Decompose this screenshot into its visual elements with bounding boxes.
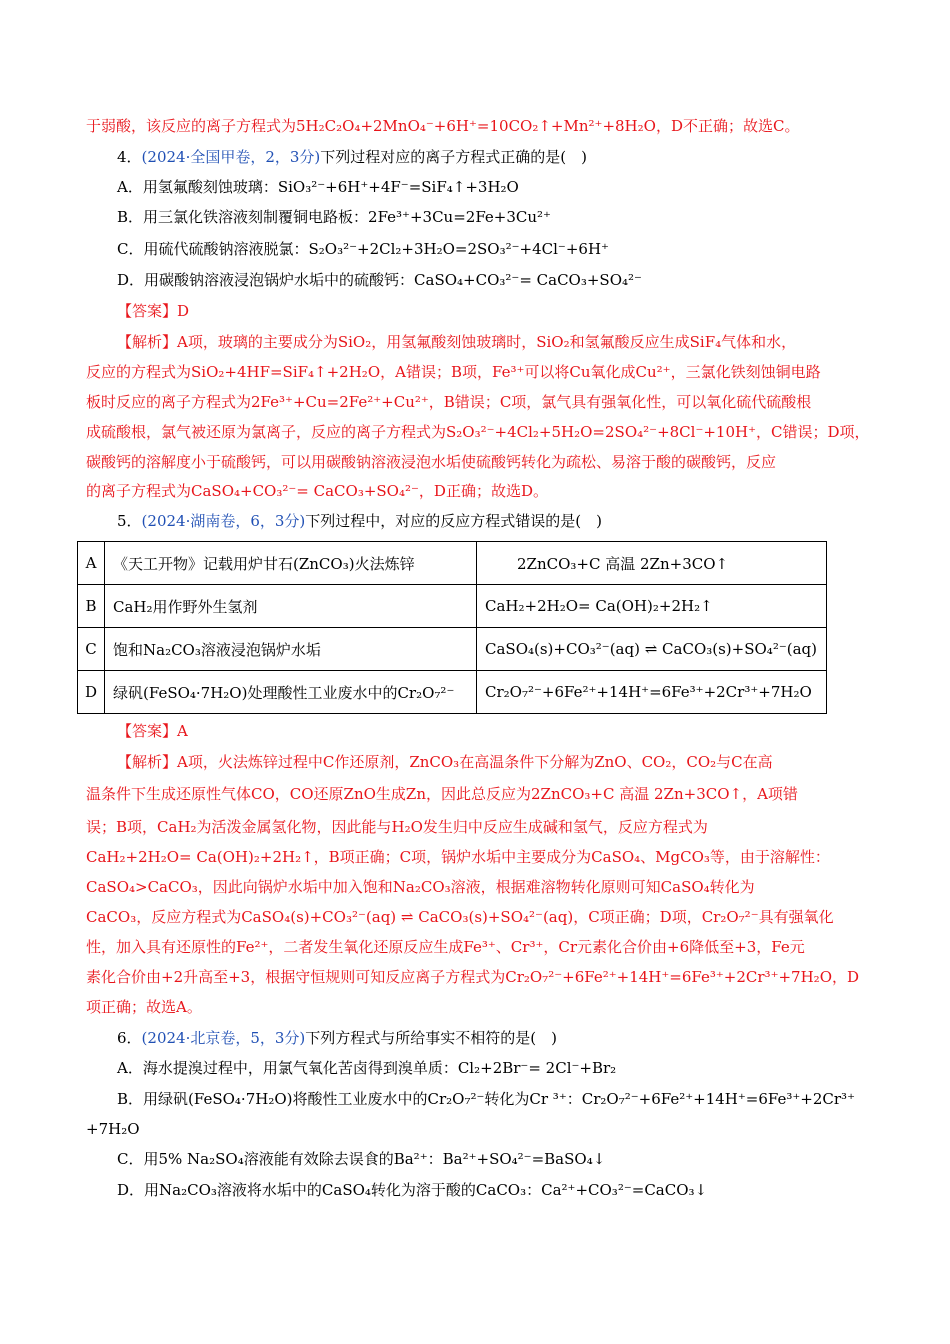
q4-answer: [117, 301, 189, 321]
question-5-stem: [117, 511, 602, 531]
q6-option-c: C．用5% Na₂SO₄溶液能有效除去误食的Ba²⁺：Ba²⁺+SO₄²⁻=BaSO₄↓: [117, 1150, 606, 1168]
q5-analysis-line: CaH₂+2H₂O= Ca(OH)₂+2H₂↑，B项正确；C项，锅炉水垢中主要成分为CaSO₄、MgCO₃等，由于溶解性：: [86, 848, 830, 866]
row-process: 绿矾(FeSO₄·7H₂O)处理酸性工业废水中的Cr₂O₇²⁻: [105, 671, 477, 714]
answer-label: 【答案】: [117, 302, 178, 320]
question-source: (2024·北京卷，5，3分): [141, 1029, 306, 1047]
row-equation: Cr₂O₇²⁻+6Fe²⁺+14H⁺=6Fe³⁺+2Cr³⁺+7H₂O: [477, 671, 827, 714]
q5-analysis-line: 性，加入具有还原性的Fe²⁺，二者发生氧化还原反应生成Fe³⁺、Cr³⁺，Cr元素化合价由+6降低至+3，Fe元: [86, 938, 805, 956]
question-4-stem: [117, 147, 587, 167]
question-source: (2024·湖南卷，6，3分): [141, 512, 306, 530]
analysis-text: A项，火法炼锌过程中C作还原剂，ZnCO₃在高温条件下分解为ZnO、CO₂，CO₂与C在高: [177, 753, 773, 771]
q4-option-a: A．用氢氟酸刻蚀玻璃：SiO₃²⁻+6H⁺+4F⁻=SiF₄↑+3H₂O: [117, 178, 519, 196]
row-process: 饱和Na₂CO₃溶液浸泡锅炉水垢: [105, 628, 477, 671]
answer-value: A: [177, 722, 188, 740]
question-number: 5．: [117, 512, 142, 530]
q4-analysis-line: 反应的方程式为SiO₂+4HF=SiF₄↑+2H₂O，A错误；B项，Fe³⁺可以将Cu氧化成Cu²⁺，三氯化铁刻蚀铜电路: [86, 363, 821, 381]
analysis-label: 【解析】: [117, 333, 178, 351]
previous-analysis-tail: 于弱酸，该反应的离子方程式为5H₂C₂O₄+2MnO₄⁻+6H⁺=10CO₂↑+Mn²⁺+8H₂O，D不正确；故选C。: [86, 117, 800, 135]
answer-value: D: [177, 302, 190, 320]
q4-option-d: D．用碳酸钠溶液浸泡锅炉水垢中的硫酸钙：CaSO₄+CO₃²⁻= CaCO₃+SO₄²⁻: [117, 271, 642, 289]
q4-analysis-line: 碳酸钙的溶解度小于硫酸钙，可以用碳酸钠溶液浸泡水垢使硫酸钙转化为疏松、易溶于酸的碳酸钙，反应: [86, 453, 777, 471]
q5-options-table: [77, 541, 827, 714]
q4-option-c: C．用硫代硫酸钠溶液脱氯：S₂O₃²⁻+2Cl₂+3H₂O=2SO₃²⁻+4Cl⁻+6H⁺: [117, 240, 609, 258]
q5-analysis-line: CaSO₄>CaCO₃，因此向锅炉水垢中加入饱和Na₂CO₃溶液，根据难溶物转化原则可知CaSO₄转化为: [86, 878, 755, 896]
row-process: 《天工开物》记载用炉甘石(ZnCO₃)火法炼锌: [105, 542, 477, 585]
q6-option-d: D．用Na₂CO₃溶液将水垢中的CaSO₄转化为溶于酸的CaCO₃：Ca²⁺+CO₃²⁻=CaCO₃↓: [117, 1181, 708, 1199]
table-row: [78, 671, 827, 714]
q6-option-a: A．海水提溴过程中，用氯气氧化苦卤得到溴单质：Cl₂+2Br⁻= 2Cl⁻+Br₂: [117, 1059, 617, 1077]
analysis-text: A项，玻璃的主要成分为SiO₂，用氢氟酸刻蚀玻璃时，SiO₂和氢氟酸反应生成SiF₄气体和水，: [177, 333, 797, 351]
row-equation: 2ZnCO₃+C 高温 2Zn+3CO↑: [477, 542, 827, 585]
q4-analysis-line: 成硫酸根，氯气被还原为氯离子，反应的离子方程式为S₂O₃²⁻+4Cl₂+5H₂O=2SO₄²⁻+8Cl⁻+10H⁺，C错误；D项，: [86, 423, 870, 441]
question-source: (2024·全国甲卷，2，3分): [141, 148, 321, 166]
q5-analysis-line: 项正确；故选A。: [86, 998, 202, 1016]
question-number: 6．: [117, 1029, 142, 1047]
q5-analysis-line: 温条件下生成还原性气体CO，CO还原ZnO生成Zn，因此总反应为2ZnCO₃+C 高温 2Zn+3CO↑，A项错: [86, 785, 798, 803]
q5-analysis-line: 误；B项，CaH₂为活泼金属氢化物，因此能与H₂O发生归中反应生成碱和氢气，反应方程式为: [86, 818, 708, 836]
row-equation: CaH₂+2H₂O= Ca(OH)₂+2H₂↑: [477, 585, 827, 628]
table-row: [78, 542, 827, 585]
analysis-label: 【解析】: [117, 753, 178, 771]
question-6-stem: [117, 1028, 557, 1048]
q4-analysis-line: 板时反应的离子方程式为2Fe³⁺+Cu=2Fe²⁺+Cu²⁺，B错误；C项，氯气具有强氧化性，可以氧化硫代硫酸根: [86, 393, 812, 411]
q5-analysis-line: CaCO₃，反应方程式为CaSO₄(s)+CO₃²⁻(aq) ⇌ CaCO₃(s)+SO₄²⁻(aq)，C项正确；D项，Cr₂O₇²⁻具有强氧化: [86, 908, 834, 926]
row-process: CaH₂用作野外生氢剂: [105, 585, 477, 628]
answer-label: 【答案】: [117, 722, 178, 740]
row-key: D: [78, 671, 105, 714]
q5-analysis-line: 素化合价由+2升高至+3，根据守恒规则可知反应离子方程式为Cr₂O₇²⁻+6Fe²⁺+14H⁺=6Fe³⁺+2Cr³⁺+7H₂O，D: [86, 968, 860, 986]
q4-analysis-line: [117, 332, 796, 352]
table-row: [78, 628, 827, 671]
row-equation: CaSO₄(s)+CO₃²⁻(aq) ⇌ CaCO₃(s)+SO₄²⁻(aq): [477, 628, 827, 671]
row-key: C: [78, 628, 105, 671]
question-text: 下列方程式与所给事实不相符的是( ): [305, 1029, 557, 1047]
q5-analysis-line: [117, 752, 773, 772]
question-number: 4．: [117, 148, 142, 166]
q5-answer: [117, 721, 188, 741]
q6-option-b-continued: +7H₂O: [86, 1120, 140, 1138]
table-row: [78, 585, 827, 628]
question-text: 下列过程中，对应的反应方程式错误的是( ): [305, 512, 602, 530]
row-key: A: [78, 542, 105, 585]
question-text: 下列过程对应的离子方程式正确的是( ): [320, 148, 587, 166]
q6-option-b: B．用绿矾(FeSO₄·7H₂O)将酸性工业废水中的Cr₂O₇²⁻转化为Cr ³⁺：Cr₂O₇²⁻+6Fe²⁺+14H⁺=6Fe³⁺+2Cr³⁺: [117, 1090, 855, 1108]
q4-option-b: B．用三氯化铁溶液刻制覆铜电路板：2Fe³⁺+3Cu=2Fe+3Cu²⁺: [117, 208, 551, 226]
q4-analysis-line: 的离子方程式为CaSO₄+CO₃²⁻= CaCO₃+SO₄²⁻，D正确；故选D。: [86, 482, 548, 500]
row-key: B: [78, 585, 105, 628]
